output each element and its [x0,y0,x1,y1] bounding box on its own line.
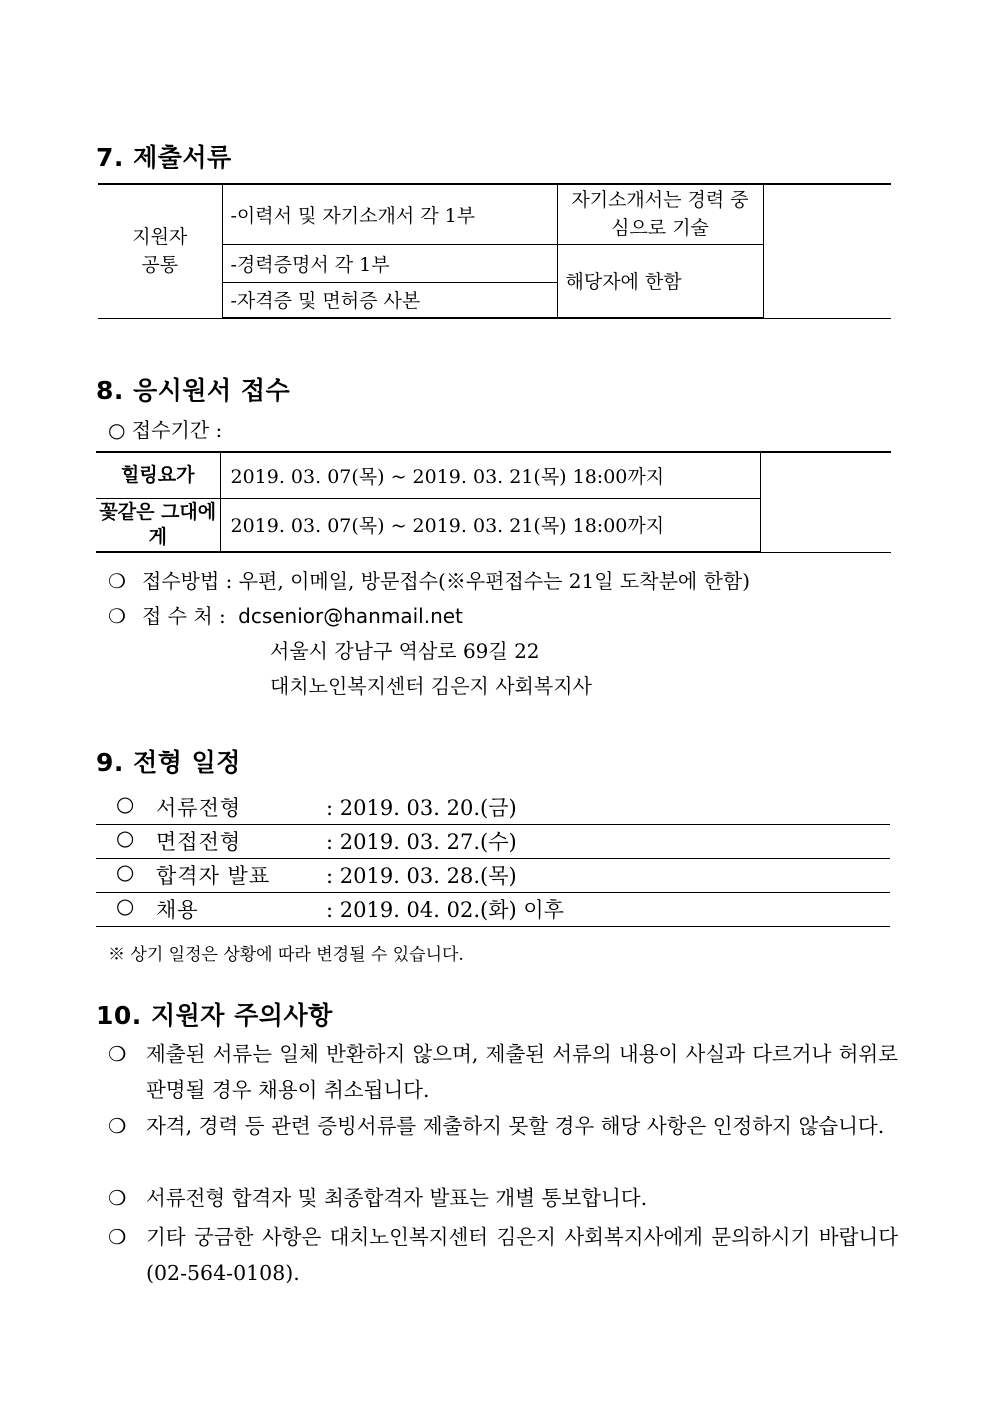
doc-item: -경력증명서 각 1부 [222,244,557,282]
circle-icon: ○ [116,860,135,884]
notice-item [108,1108,898,1144]
notice-text: 제출된 서류는 일체 반환하지 않으며, 제출된 서류의 내용이 사실과 다르거나 허위로 판명될 경우 채용이 취소됩니다. [146,1042,898,1102]
bullet-icon: ❍ [108,569,126,593]
bullet-icon: ❍ [108,1042,127,1066]
schedule-row [96,824,890,859]
reception-place [108,600,463,629]
period-value: 2019. 03. 07(목) ~ 2019. 03. 21(목) 18:00까지 [220,498,760,552]
schedule-label: 채용 [156,898,199,922]
schedule-row [96,858,890,893]
section8-heading: 8. 응시원서 접수 [96,376,291,405]
schedule-row [96,790,890,825]
schedule-row [96,892,890,927]
period-label: ○ 접수기간 : [108,418,223,442]
circle-icon: ○ [116,894,135,918]
notice-item [108,1219,898,1291]
doc-item: -자격증 및 면허증 사본 [222,282,557,318]
place-address: 서울시 강남구 역삼로 69길 22 [270,639,540,663]
circle-icon: ○ [116,792,135,816]
schedule-date: : 2019. 03. 27.(수) [326,830,517,854]
bullet-icon: ❍ [108,1114,127,1138]
section9-heading: 9. 전형 일정 [96,748,241,777]
program-label: 힐링요가 [96,452,220,498]
program-label: 꽃같은 그대에게 [96,498,220,552]
schedule-date: : 2019. 04. 02.(화) 이후 [326,898,564,922]
notice-text: 자격, 경력 등 관련 증빙서류를 제출하지 못할 경우 해당 사항은 인정하지 않습니다. [146,1114,885,1138]
bullet-icon: ❍ [108,1186,127,1210]
schedule-date: : 2019. 03. 28.(목) [326,864,517,888]
schedule-note: ※ 상기 일정은 상황에 따라 변경될 수 있습니다. [108,945,464,965]
schedule-label: 합격자 발표 [156,864,271,888]
place-email: dcsenior@hanmail.net [238,604,463,628]
schedule-label: 면접전형 [156,830,242,854]
reception-period-table [96,451,891,553]
section7-heading: 7. 제출서류 [96,143,232,172]
schedule-label: 서류전형 [156,796,242,820]
applicant-category: 지원자 공통 [98,184,222,318]
bullet-icon: ❍ [108,604,126,628]
period-value: 2019. 03. 07(목) ~ 2019. 03. 21(목) 18:00까지 [220,452,760,498]
notice-item [108,1036,898,1108]
doc-item: -이력서 및 자기소개서 각 1부 [222,184,557,244]
documents-table [98,183,891,319]
bullet-icon: ❍ [108,1225,127,1249]
empty-cell [760,452,891,552]
circle-icon: ○ [116,826,135,850]
place-contact: 대치노인복지센터 김은지 사회복지사 [270,674,592,698]
empty-cell [763,184,891,318]
notice-text: 기타 궁금한 사항은 대치노인복지센터 김은지 사회복지사에게 문의하시기 바랍니다(02-564-0108). [146,1225,898,1285]
schedule-date: : 2019. 03. 20.(금) [326,796,517,820]
notice-text: 서류전형 합격자 및 최종합격자 발표는 개별 통보합니다. [146,1186,648,1210]
doc-note: 자기소개서는 경력 중심으로 기술 [557,184,763,244]
reception-method [108,565,750,594]
section10-heading: 10. 지원자 주의사항 [96,1001,333,1030]
notice-item [108,1180,898,1216]
method-text: 접수방법 : 우편, 이메일, 방문접수(※우편접수는 21일 도착분에 한함) [142,569,751,593]
place-label: 접 수 처 : [142,604,226,628]
doc-note: 해당자에 한함 [557,244,763,318]
